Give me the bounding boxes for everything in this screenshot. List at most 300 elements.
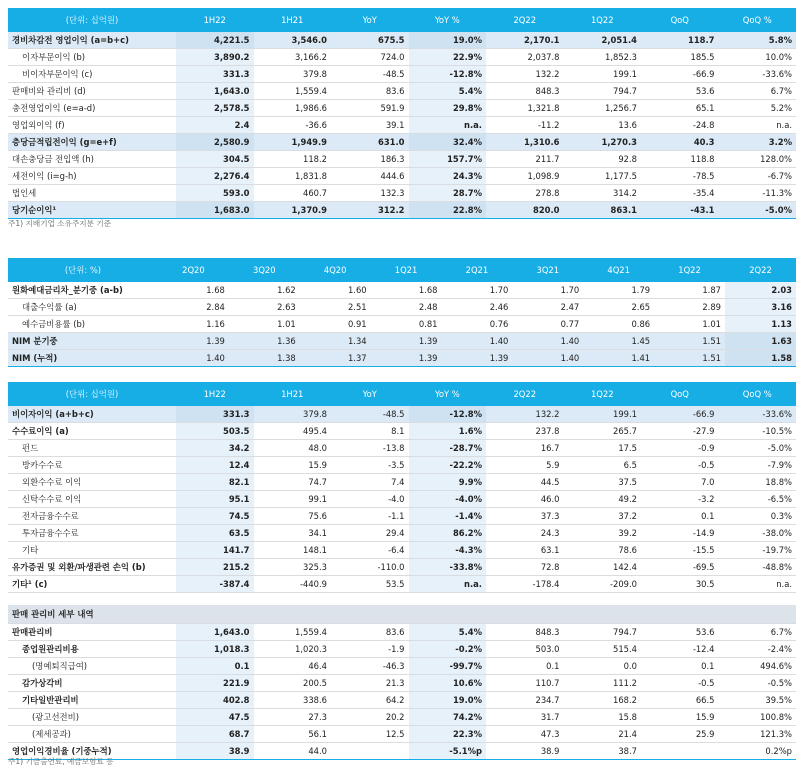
row-label: 외환수수료 이익: [8, 474, 176, 491]
table-cell: -15.5: [641, 542, 719, 559]
table-cell: 2.89: [654, 299, 725, 316]
table-cell: 24.3: [486, 525, 564, 542]
table-row: [8, 692, 796, 709]
table-cell: 13.6: [564, 117, 642, 134]
table-cell: 2.84: [158, 299, 229, 316]
table-cell: 15.9: [641, 709, 719, 726]
table-cell: 37.3: [486, 508, 564, 525]
table-cell: 265.7: [564, 423, 642, 440]
table-cell: 1,986.6: [254, 100, 332, 117]
table-cell: 111.2: [564, 675, 642, 692]
table-cell: 48.0: [254, 440, 332, 457]
table-cell: 100.8%: [719, 709, 797, 726]
col-header: 3Q20: [229, 258, 300, 282]
table-cell: 186.3: [331, 151, 409, 168]
table-cell: 157.7%: [409, 151, 487, 168]
table-row: [8, 675, 796, 692]
row-label: 대출수익률 (a): [8, 299, 158, 316]
table-cell: -12.8%: [409, 66, 487, 83]
table-row: [8, 168, 796, 185]
table-cell: 460.7: [254, 185, 332, 202]
table-cell: 199.1: [564, 406, 642, 423]
table-cell: 37.2: [564, 508, 642, 525]
table-cell: 6.7%: [719, 83, 797, 100]
table-cell: 10.0%: [719, 49, 797, 66]
table-cell: -6.7%: [719, 168, 797, 185]
table-cell: 1.41: [583, 350, 654, 367]
table-cell: 53.6: [641, 624, 719, 641]
table-cell: 1,020.3: [254, 641, 332, 658]
table-cell: 44.0: [254, 743, 332, 760]
table-cell: 17.5: [564, 440, 642, 457]
table-row: [8, 726, 796, 743]
table-cell: 63.1: [486, 542, 564, 559]
table-cell: 3,546.0: [254, 32, 332, 49]
table-cell: 53.6: [641, 83, 719, 100]
table-cell: 1.62: [229, 282, 300, 299]
col-header: 1Q22: [564, 8, 642, 32]
table-cell: 21.3: [331, 675, 409, 692]
table-row: [8, 134, 796, 151]
table-cell: 237.8: [486, 423, 564, 440]
table-cell: -6.5%: [719, 491, 797, 508]
row-label: 투자금융수수료: [8, 525, 176, 542]
table-cell: 82.1: [176, 474, 254, 491]
table-cell: 47.5: [176, 709, 254, 726]
table-cell: 7.4: [331, 474, 409, 491]
table-cell: 83.6: [331, 624, 409, 641]
table-cell: 118.8: [641, 151, 719, 168]
table-cell: 1,852.3: [564, 49, 642, 66]
table-cell: 47.3: [486, 726, 564, 743]
table-row: [8, 491, 796, 508]
table-cell: 8.1: [331, 423, 409, 440]
row-label: 펀드: [8, 440, 176, 457]
table-cell: 21.4: [564, 726, 642, 743]
table-cell: 0.77: [512, 316, 583, 333]
table-cell: -4.3%: [409, 542, 487, 559]
row-label: NIM 분기중: [8, 333, 158, 350]
table-cell: -99.7%: [409, 658, 487, 675]
table-cell: 2,051.4: [564, 32, 642, 49]
table-cell: -5.1%p: [409, 743, 487, 760]
row-label: 유가증권 및 외환/파생관련 손익 (b): [8, 559, 176, 576]
table-row: [8, 350, 796, 367]
table-cell: -1.1: [331, 508, 409, 525]
table-cell: -78.5: [641, 168, 719, 185]
table-cell: 66.5: [641, 692, 719, 709]
table-cell: 27.3: [254, 709, 332, 726]
table-row: [8, 202, 796, 219]
table-cell: 5.4%: [409, 624, 487, 641]
table-cell: 49.2: [564, 491, 642, 508]
table-cell: 1.40: [512, 350, 583, 367]
table-cell: 63.5: [176, 525, 254, 542]
table-row: [8, 576, 796, 593]
table-row: [8, 440, 796, 457]
table-row: [8, 559, 796, 576]
table-cell: -48.5: [331, 406, 409, 423]
table-cell: 1.40: [442, 333, 513, 350]
spacer-cell: [8, 593, 796, 606]
table-cell: -69.5: [641, 559, 719, 576]
table-cell: 848.3: [486, 83, 564, 100]
table-cell: 1.36: [229, 333, 300, 350]
table-cell: 1.6%: [409, 423, 487, 440]
table-cell: -4.0%: [409, 491, 487, 508]
col-header: 3Q21: [512, 258, 583, 282]
col-header: 2Q22: [486, 8, 564, 32]
table-row: [8, 743, 796, 760]
table-cell: 1.79: [583, 282, 654, 299]
table-cell: 3.16: [725, 299, 796, 316]
table-cell: 30.5: [641, 576, 719, 593]
table-cell: 24.3%: [409, 168, 487, 185]
interest-margin-table: [8, 258, 796, 367]
table-cell: 794.7: [564, 83, 642, 100]
table-row: [8, 83, 796, 100]
table-row: [8, 542, 796, 559]
table-cell: 1,949.9: [254, 134, 332, 151]
table-cell: -33.6%: [719, 66, 797, 83]
table-cell: 1,321.8: [486, 100, 564, 117]
table-cell: 132.3: [331, 185, 409, 202]
table-cell: 4,221.5: [176, 32, 254, 49]
table-cell: 1,559.4: [254, 624, 332, 641]
table-cell: 379.8: [254, 66, 332, 83]
row-label: 예수금비용률 (b): [8, 316, 158, 333]
table-cell: -178.4: [486, 576, 564, 593]
table-cell: 110.7: [486, 675, 564, 692]
table-cell: 848.3: [486, 624, 564, 641]
table-row: [8, 117, 796, 134]
table-cell: 591.9: [331, 100, 409, 117]
row-label: 판매관리비: [8, 624, 176, 641]
table-row: [8, 406, 796, 423]
table-cell: 312.2: [331, 202, 409, 219]
table-cell: 1.51: [654, 350, 725, 367]
table-cell: 0.0: [564, 658, 642, 675]
table-cell: 141.7: [176, 542, 254, 559]
table-cell: 1,370.9: [254, 202, 332, 219]
table-cell: 314.2: [564, 185, 642, 202]
table-cell: 631.0: [331, 134, 409, 151]
table-cell: 142.4: [564, 559, 642, 576]
table-cell: 6.5: [564, 457, 642, 474]
table-cell: 99.1: [254, 491, 332, 508]
table-cell: 1.45: [583, 333, 654, 350]
table-cell: 402.8: [176, 692, 254, 709]
row-label: 기타: [8, 542, 176, 559]
col-header: YoY %: [409, 382, 487, 406]
table-cell: -28.7%: [409, 440, 487, 457]
table-cell: 593.0: [176, 185, 254, 202]
table-cell: 1,643.0: [176, 83, 254, 100]
col-header: 1H21: [254, 382, 332, 406]
table-cell: 22.9%: [409, 49, 487, 66]
table-cell: 74.7: [254, 474, 332, 491]
table-cell: 5.9: [486, 457, 564, 474]
table-cell: 0.76: [442, 316, 513, 333]
table-cell: -48.8%: [719, 559, 797, 576]
table-cell: 28.7%: [409, 185, 487, 202]
table-cell: 22.3%: [409, 726, 487, 743]
row-label: 수수료이익 (a): [8, 423, 176, 440]
table-cell: 1.39: [158, 333, 229, 350]
table-cell: 22.8%: [409, 202, 487, 219]
row-label: 감가상각비: [8, 675, 176, 692]
table-cell: 0.1: [176, 658, 254, 675]
col-header: 4Q20: [300, 258, 371, 282]
table-cell: 0.91: [300, 316, 371, 333]
row-label: 영업외이익 (f): [8, 117, 176, 134]
table-cell: -36.6: [254, 117, 332, 134]
table-cell: 72.8: [486, 559, 564, 576]
table-cell: 794.7: [564, 624, 642, 641]
table-cell: -110.0: [331, 559, 409, 576]
table-cell: 1,177.5: [564, 168, 642, 185]
table-cell: -43.1: [641, 202, 719, 219]
table-cell: -4.0: [331, 491, 409, 508]
row-label: 대손충당금 전입액 (h): [8, 151, 176, 168]
table-cell: 863.1: [564, 202, 642, 219]
row-label: 이자부문이익 (b): [8, 49, 176, 66]
table-cell: 215.2: [176, 559, 254, 576]
table-row: [8, 49, 796, 66]
col-header: 2Q22: [486, 382, 564, 406]
table-cell: 2,170.1: [486, 32, 564, 49]
row-label: 당기순이익¹: [8, 202, 176, 219]
table-cell: -0.5: [641, 675, 719, 692]
table-row: [8, 474, 796, 491]
table-cell: -66.9: [641, 406, 719, 423]
col-header: 2Q20: [158, 258, 229, 282]
table-cell: 1,256.7: [564, 100, 642, 117]
table-cell: -46.3: [331, 658, 409, 675]
row-label: 충전영업이익 (e=a-d): [8, 100, 176, 117]
table-cell: 338.6: [254, 692, 332, 709]
table-cell: 1.13: [725, 316, 796, 333]
table-cell: 25.9: [641, 726, 719, 743]
table-cell: 0.86: [583, 316, 654, 333]
table-cell: 503.0: [486, 641, 564, 658]
table-cell: 38.7: [564, 743, 642, 760]
table-cell: -5.0%: [719, 440, 797, 457]
table-cell: 221.9: [176, 675, 254, 692]
col-header: 1Q22: [564, 382, 642, 406]
table-cell: 12.4: [176, 457, 254, 474]
table-cell: 65.1: [641, 100, 719, 117]
table-cell: -7.9%: [719, 457, 797, 474]
table-cell: 5.2%: [719, 100, 797, 117]
table-cell: -3.5: [331, 457, 409, 474]
table-cell: 1.39: [371, 333, 442, 350]
table-cell: 325.3: [254, 559, 332, 576]
table-cell: -11.3%: [719, 185, 797, 202]
table-cell: 15.8: [564, 709, 642, 726]
table-row: [8, 641, 796, 658]
table-cell: 1.16: [158, 316, 229, 333]
table-cell: 83.6: [331, 83, 409, 100]
table-cell: n.a.: [409, 117, 487, 134]
row-label: 기타일반관리비: [8, 692, 176, 709]
table-cell: 1.01: [229, 316, 300, 333]
table-cell: 118.2: [254, 151, 332, 168]
table-row: [8, 624, 796, 641]
table-row: [8, 151, 796, 168]
table-cell: -38.0%: [719, 525, 797, 542]
table-cell: 1.70: [512, 282, 583, 299]
table-cell: 1.63: [725, 333, 796, 350]
table-cell: 3.2%: [719, 134, 797, 151]
table-cell: 46.0: [486, 491, 564, 508]
table-cell: -48.5: [331, 66, 409, 83]
table-cell: 12.5: [331, 726, 409, 743]
table-cell: 1,559.4: [254, 83, 332, 100]
row-label: 기타¹ (c): [8, 576, 176, 593]
row-label: 법인세: [8, 185, 176, 202]
table-cell: 1,018.3: [176, 641, 254, 658]
table-cell: 78.6: [564, 542, 642, 559]
table-cell: -2.4%: [719, 641, 797, 658]
table-cell: 331.3: [176, 406, 254, 423]
table-cell: -0.5: [641, 457, 719, 474]
col-header: YoY: [331, 382, 409, 406]
table-cell: -1.9: [331, 641, 409, 658]
table-cell: 132.2: [486, 406, 564, 423]
table-cell: -14.9: [641, 525, 719, 542]
table-cell: 2,580.9: [176, 134, 254, 151]
row-label: 영업이익경비율 (기중누적): [8, 743, 176, 760]
table-cell: 1.37: [300, 350, 371, 367]
table-cell: 20.2: [331, 709, 409, 726]
col-header: 1Q22: [654, 258, 725, 282]
table-cell: 494.6%: [719, 658, 797, 675]
table-cell: 68.7: [176, 726, 254, 743]
table-cell: 7.0: [641, 474, 719, 491]
table-cell: 1.70: [442, 282, 513, 299]
col-header: 4Q21: [583, 258, 654, 282]
col-header: 2Q21: [442, 258, 513, 282]
table-cell: 1.87: [654, 282, 725, 299]
table-cell: 1.51: [654, 333, 725, 350]
table-row: [8, 185, 796, 202]
table-cell: 121.3%: [719, 726, 797, 743]
table-cell: 95.1: [176, 491, 254, 508]
row-label: (명예퇴직급여): [8, 658, 176, 675]
table-cell: 278.8: [486, 185, 564, 202]
table-cell: 10.6%: [409, 675, 487, 692]
table-row: [8, 508, 796, 525]
table-cell: -66.9: [641, 66, 719, 83]
table-cell: 2.51: [300, 299, 371, 316]
table-cell: -13.8: [331, 440, 409, 457]
table-cell: 1,643.0: [176, 624, 254, 641]
table-cell: 503.5: [176, 423, 254, 440]
table-cell: 200.5: [254, 675, 332, 692]
spacer-row: [8, 593, 796, 606]
table-cell: 40.3: [641, 134, 719, 151]
table-cell: 1.39: [442, 350, 513, 367]
table-cell: 168.2: [564, 692, 642, 709]
table-cell: -33.6%: [719, 406, 797, 423]
table-cell: 9.9%: [409, 474, 487, 491]
table-cell: n.a.: [409, 576, 487, 593]
table-cell: 1,831.8: [254, 168, 332, 185]
table-cell: 0.81: [371, 316, 442, 333]
table-cell: 1,310.6: [486, 134, 564, 151]
table-cell: 29.8%: [409, 100, 487, 117]
table-cell: 2.46: [442, 299, 513, 316]
table-cell: 34.2: [176, 440, 254, 457]
table-row: [8, 457, 796, 474]
table-cell: 0.1: [641, 508, 719, 525]
table-cell: 39.1: [331, 117, 409, 134]
table-cell: 31.7: [486, 709, 564, 726]
unit-label: (단위: 십억원): [8, 382, 176, 406]
table-cell: 2.47: [512, 299, 583, 316]
col-header: YoY %: [409, 8, 487, 32]
table-cell: 34.1: [254, 525, 332, 542]
table-cell: -0.9: [641, 440, 719, 457]
table-cell: -440.9: [254, 576, 332, 593]
table-row: [8, 333, 796, 350]
table-cell: 515.4: [564, 641, 642, 658]
table-cell: 3,166.2: [254, 49, 332, 66]
table-cell: 331.3: [176, 66, 254, 83]
table-row: [8, 299, 796, 316]
operating-income-table: [8, 8, 796, 219]
col-header: QoQ %: [719, 8, 797, 32]
table-cell: 1,270.3: [564, 134, 642, 151]
table-cell: -0.5%: [719, 675, 797, 692]
table-cell: 1.34: [300, 333, 371, 350]
table-cell: 38.9: [486, 743, 564, 760]
row-label: 방카수수료: [8, 457, 176, 474]
table-cell: -19.7%: [719, 542, 797, 559]
table-cell: 0.2%p: [719, 743, 797, 760]
row-label: NIM (누적): [8, 350, 158, 367]
row-label: 종업원관리비용: [8, 641, 176, 658]
table-cell: 2.48: [371, 299, 442, 316]
table-cell: -24.8: [641, 117, 719, 134]
table-cell: 1.39: [371, 350, 442, 367]
col-header: 1H22: [176, 8, 254, 32]
table-cell: 74.5: [176, 508, 254, 525]
row-label: (광고선전비): [8, 709, 176, 726]
table-row: [8, 100, 796, 117]
col-header: 1Q21: [371, 258, 442, 282]
table-cell: 495.4: [254, 423, 332, 440]
table-cell: 19.0%: [409, 692, 487, 709]
table-row: [8, 282, 796, 299]
unit-label: (단위: %): [8, 258, 158, 282]
table-cell: 2,578.5: [176, 100, 254, 117]
table-cell: 56.1: [254, 726, 332, 743]
row-label: 신탁수수료 이익: [8, 491, 176, 508]
table-cell: 2.03: [725, 282, 796, 299]
table-row: [8, 658, 796, 675]
table-cell: 675.5: [331, 32, 409, 49]
non-interest-income-table: [8, 382, 796, 760]
table-cell: -5.0%: [719, 202, 797, 219]
table-cell: 2.65: [583, 299, 654, 316]
table-cell: 2,276.4: [176, 168, 254, 185]
table-cell: 1.58: [725, 350, 796, 367]
table-cell: 15.9: [254, 457, 332, 474]
unit-label: (단위: 십억원): [8, 8, 176, 32]
col-header: 1H22: [176, 382, 254, 406]
